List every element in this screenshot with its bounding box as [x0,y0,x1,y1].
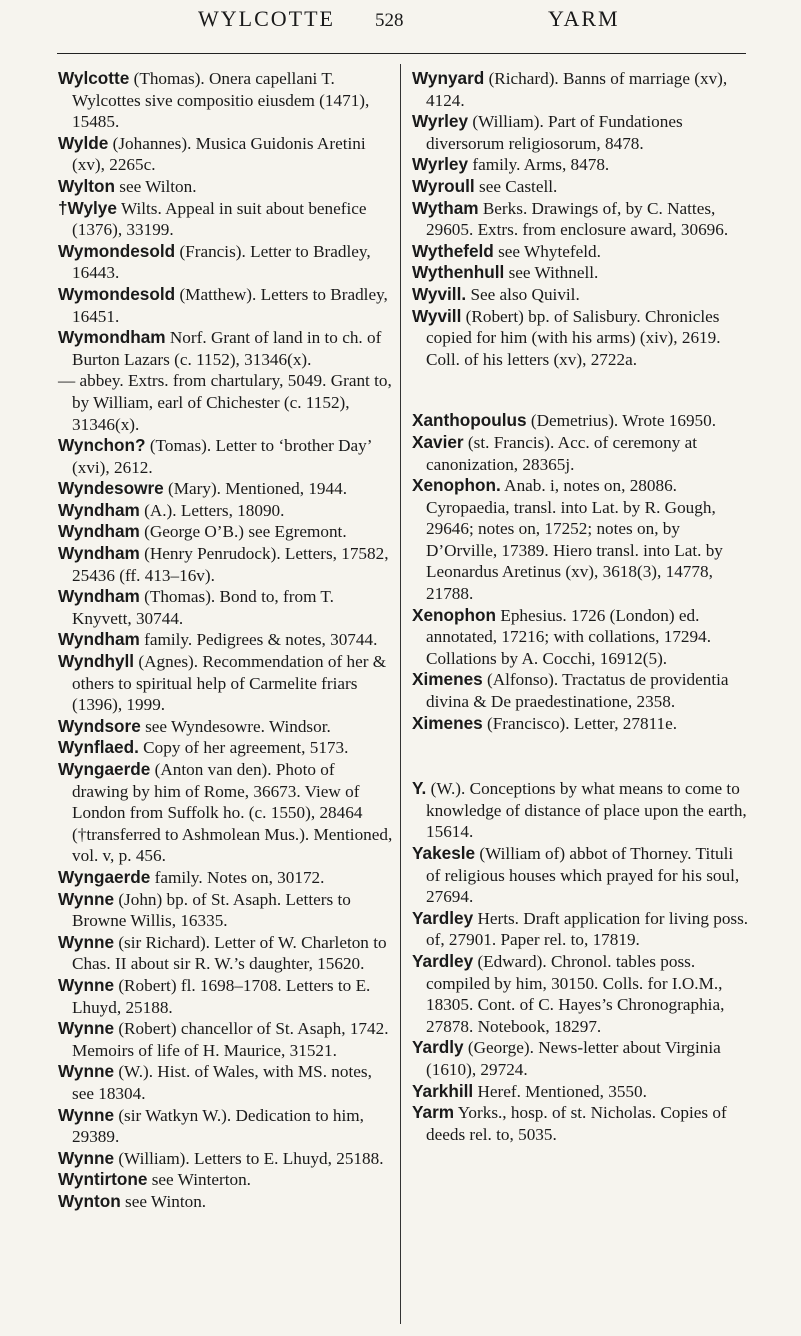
entry-heading: Wynflaed. [58,737,139,758]
column-divider [400,64,401,1324]
entry-heading: Wynne [58,974,115,995]
entry-text: (W.). Hist. of Wales, with MS. notes, see 18304. [72,1062,372,1103]
entry-text: (Demetrius). Wrote 16950. [530,411,717,431]
index-entry [58,1148,395,1170]
entry-text: see Whytefeld. [498,241,601,261]
index-entry [58,1061,395,1104]
entry-text: Heref. Mentioned, 3550. [477,1081,647,1101]
entry-heading: Wyndsore [58,715,141,736]
index-entry [412,306,749,371]
entry-heading: Xanthopoulus [412,410,527,431]
entry-text: (Matthew). Letters to Bradley, 16451. [72,284,388,326]
index-entry [412,713,749,735]
entry-text: (Edward). Chronol. tables poss. compiled by him, 30150. Colls. for I.O.M., 18305. Cont. of C. Hayes’s Chronographia, 27878. Notebook, 18297. [426,951,725,1036]
index-entry [58,1169,395,1191]
index-entry [58,759,395,867]
entry-text: (Robert) bp. of Salisbury. Chronicles copied for him (with his arms) (xiv), 2619. Coll. of his letters (xv), 2722a. [426,306,721,369]
entry-heading: Wytham [412,197,479,218]
entry-text: Anab. i, notes on, 28086. Cyropaedia, transl. into Lat. by R. Gough, 29646; notes on, 17252; notes on, by D’Orville, 17389. Hiero transl. into Lat. by Leonardus Aretinus (xv), 3618(3), 14778, 21788. [426,476,723,604]
entry-text: (Alfonso). Tractatus de providentia divina & De praedestinatione, 2358. [426,670,729,712]
entry-heading: Wymondesold [58,240,176,261]
entry-text: (Agnes). Recommendation of her & others to spiritual help of Carmelite friars (1396), 1999. [72,652,387,715]
section-gap [412,370,749,410]
index-entry [58,889,395,932]
entry-text: see Winton. [125,1191,207,1211]
entry-heading: Wynchon? [58,435,146,456]
entry-heading: Wynne [58,1018,115,1039]
page-number: 528 [375,10,404,31]
entry-text: (Mary). Mentioned, 1944. [168,479,348,499]
entry-text: see Castell. [479,176,558,196]
index-entry [412,198,749,241]
entry-text: (Johannes). Musica Guidonis Aretini (xv), 2265c. [72,133,366,175]
entry-text: See also Quivil. [470,284,580,304]
index-entry [58,1191,395,1213]
entry-text: (Richard). Banns of marriage (xv), 4124. [426,69,728,110]
left-column [58,68,395,1212]
index-entry [58,651,395,716]
entry-heading: Wyndham [58,521,140,542]
running-head-right: YARM [548,6,620,31]
index-entry [412,908,749,951]
index-entry [412,669,749,712]
entry-heading: Wyndham [58,499,140,520]
index-entry [412,778,749,843]
entry-heading: Wynne [58,931,115,952]
index-entry [58,521,395,543]
entry-heading: Wymondesold [58,283,176,304]
entry-heading: Wyrley [412,154,469,175]
index-entry [58,68,395,133]
entry-heading: Wylton [58,175,115,196]
index-entry [58,500,395,522]
index-entry [412,176,749,198]
entry-heading: Wyndhyll [58,651,135,672]
index-entry [58,586,395,629]
index-entry [412,154,749,176]
entry-text: (Robert) fl. 1698–1708. Letters to E. Lhuyd, 25188. [72,975,371,1017]
entry-text: Herts. Draft application for living poss. of, 27901. Paper rel. to, 17819. [426,908,749,950]
entry-heading: Wythefeld [412,240,494,261]
entry-text: see Wyndesowre. Windsor. [145,716,331,736]
entry-heading: Y. [412,778,427,799]
entry-heading: Wynyard [412,68,485,88]
right-column [412,68,749,1145]
entry-heading: Xenophon. [412,475,501,496]
entry-text: (sir Richard). Letter of W. Charleton to Chas. II about sir R. W.’s daughter, 15620. [72,932,387,974]
entry-heading: Wylcotte [58,68,130,88]
entry-text: (Thomas). Bond to, from T. Knyvett, 30744. [72,587,334,628]
entry-heading: Yardly [412,1037,464,1058]
entry-heading: Wynne [58,1061,115,1082]
index-block-y [412,778,749,1145]
index-entry [58,284,395,327]
index-entry [58,716,395,738]
index-entry [58,435,395,478]
index-entry [412,111,749,154]
entry-text: (George O’B.) see Egremont. [144,522,347,542]
entry-text: Wilts. Appeal in suit about benefice (1376), 33199. [72,198,367,240]
index-entry [412,1037,749,1080]
entry-heading: Ximenes [412,669,483,690]
index-entry [58,133,395,176]
index-entry [58,327,395,370]
entry-text: (Tomas). Letter to ‘brother Day’ (xvi), 2612. [72,436,372,477]
entry-heading: Wymondham [58,327,166,348]
index-entry [412,284,749,306]
entry-text: Ephesius. 1726 (London) ed. annotated, 17216; with collations, 17294. Collations by A. Cocchi, 16912(5). [426,605,711,668]
index-entry [58,370,395,435]
entry-heading: Wyndham [58,543,140,564]
entry-text: (Francisco). Letter, 27811e. [487,713,678,733]
index-entry [412,843,749,908]
entry-text: Copy of her agreement, 5173. [143,738,349,758]
index-entry [412,68,749,111]
entry-heading: Yardley [412,950,474,971]
entry-text: (George). News-letter about Virginia (1610), 29724. [426,1038,721,1079]
entry-text: (Anton van den). Photo of drawing by him of Rome, 36673. View of London from Suffolk ho. (c. 1550), 28464 (†transferred to Ashmolean Mus.). Mentioned, vol. v, p. 456. [72,760,393,866]
index-entry [412,1081,749,1103]
index-block-x [412,410,749,734]
running-head-left: WYLCOTTE [198,6,335,31]
entry-heading: Yarm [412,1102,455,1123]
entry-text: family. Notes on, 30172. [154,867,325,887]
entry-text: see Winterton. [151,1170,251,1190]
entry-heading: Wyvill. [412,283,467,304]
entry-text: (Thomas). Onera capellani T. Wylcottes sive compositio eiusdem (1471), 15485. [72,69,370,132]
entry-text: — abbey. Extrs. from chartulary, 5049. Grant to, by William, earl of Chichester (c. 1152), 31346(x). [58,371,392,434]
entry-text: Berks. Drawings of, by C. Nattes, 29605. Extrs. from enclosure award, 30696. [426,198,729,240]
entry-text: Norf. Grant of land in to ch. of Burton Lazars (c. 1152), 31346(x). [72,328,382,369]
entry-heading: Wyrley [412,111,469,132]
entry-heading: Wynne [58,1147,115,1168]
section-gap [412,734,749,778]
index-entry [58,543,395,586]
index-entry [412,432,749,475]
index-entry [412,951,749,1037]
index-entry [58,1105,395,1148]
index-entry [58,975,395,1018]
index-entry [58,867,395,889]
entry-text: (Francis). Letter to Bradley, 16443. [72,241,371,283]
entry-text: (A.). Letters, 18090. [144,500,285,520]
entry-text: (William of) abbot of Thorney. Tituli of religious houses which prayed for his soul, 27694. [426,844,740,907]
entry-heading: Wyndham [58,629,140,650]
entry-text: (William). Letters to E. Lhuyd, 25188. [118,1148,384,1168]
page-header [0,0,801,60]
index-entry [412,262,749,284]
entry-text: Yorks., hosp. of st. Nicholas. Copies of deeds rel. to, 5035. [426,1103,727,1144]
index-entry [58,478,395,500]
entry-text: see Wilton. [119,176,197,196]
entry-heading: Xenophon [412,604,497,625]
entry-text: family. Arms, 8478. [472,155,610,175]
entry-heading: Wynne [58,1104,115,1125]
entry-heading: Xavier [412,431,464,452]
index-entry [412,410,749,432]
index-entry [412,1102,749,1145]
index-entry [58,1018,395,1061]
index-entry [412,605,749,670]
index-entry [58,241,395,284]
entry-heading: Yakesle [412,843,476,863]
index-entry [58,176,395,198]
entry-heading: Wyntirtone [58,1169,148,1190]
entry-text: see Withnell. [508,263,599,283]
entry-heading: †Wylye [58,197,117,218]
entry-heading: Ximenes [412,712,483,733]
entry-text: (st. Francis). Acc. of ceremony at canonization, 28365j. [426,432,697,474]
entry-text: (John) bp. of St. Asaph. Letters to Browne Willis, 16335. [72,889,351,931]
index-entry [58,198,395,241]
entry-heading: Wylde [58,132,109,153]
entry-heading: Yardley [412,907,474,928]
entry-text: (sir Watkyn W.). Dedication to him, 29389. [72,1105,364,1147]
entry-heading: Wythenhull [412,262,505,283]
entry-heading: Yarkhill [412,1080,474,1101]
entry-heading: Wyndesowre [58,478,164,499]
index-entry [58,932,395,975]
entry-heading: Wyvill [412,305,462,326]
index-entry [412,475,749,605]
entry-heading: Wynton [58,1190,121,1211]
entry-heading: Wyngaerde [58,759,151,779]
entry-text: (Henry Penrudock). Letters, 17582, 25436 (ff. 413–16v). [72,544,389,585]
entry-text: family. Pedigrees & notes, 30744. [144,630,378,650]
entry-text: (William). Part of Fundationes diversorum religiosorum, 8478. [426,112,683,153]
index-entry [58,737,395,759]
index-entry [58,629,395,651]
entry-heading: Wyndham [58,586,140,607]
entry-heading: Wyngaerde [58,866,151,887]
entry-text: (W.). Conceptions by what means to come to knowledge of distance of place upon the earth, 15614. [426,779,747,842]
index-entry [412,241,749,263]
entry-heading: Wyroull [412,175,475,196]
entry-text: (Robert) chancellor of St. Asaph, 1742. Memoirs of life of H. Maurice, 31521. [72,1019,389,1060]
header-rule [57,53,746,54]
entry-heading: Wynne [58,888,115,909]
index-block-w [412,68,749,370]
